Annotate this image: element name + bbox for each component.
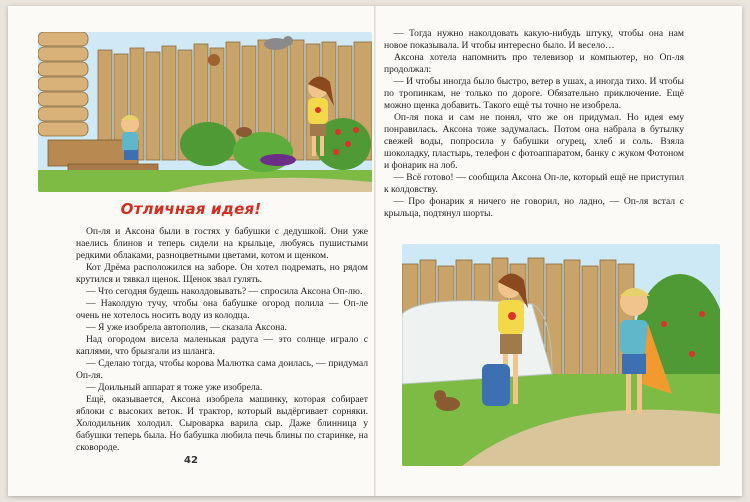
paragraph: — Наколдую тучу, чтобы она бабушке огород полила — Оп-ле очень не хотелось носить воду из колодца.	[76, 298, 368, 321]
garden-illustration	[38, 32, 372, 192]
greenhouse-illustration	[402, 244, 720, 466]
paragraph: Ещё, оказывается, Аксона изобрела машинку, которая собирает яблоки с высоких веток. И трактор, который выдёргивает сорняки. Холодильник холодил. Сыроварка варила сыр. Даже блинница у бабушки теперь была. Но бабушка любила печь блины по старинке, на сковороде.	[76, 394, 368, 453]
paragraph: Оп-ля пока и сам не понял, что же он придумал. Но идея ему понравилась. Аксона тоже задумалась. Потом она набрала в бутылку свежей воды, попросила у бабушки огурец, хлеб и соль. Взяла шоколадку, пластырь, телефон с фотоаппаратом, банку с жуком Фотоном и фонарик на лоб.	[384, 112, 684, 171]
paragraph: — Всё готово! — сообщила Аксона Оп-ле, который ещё не приступил к колдовству.	[384, 172, 684, 195]
paragraph: Кот Дрёма расположился на заборе. Он хотел подремать, но рядом крутился и тявкал щенок. Щенок звал гулять.	[76, 262, 368, 285]
right-page	[376, 6, 742, 496]
paragraph: — Доильный аппарат я тоже уже изобрела.	[86, 382, 263, 393]
paragraph: — Я уже изобрела автополив, — сказала Аксона.	[86, 322, 287, 333]
chapter-title: Отличная идея!	[120, 200, 262, 218]
paragraph: — Что сегодня будешь наколдовывать? — спросила Аксона Оп-лю.	[86, 286, 363, 297]
paragraph: Над огородом висела маленькая радуга — это солнце играло с каплями, что брызгали из шланга.	[76, 334, 368, 357]
page-number: 42	[184, 455, 198, 466]
left-page-text	[76, 226, 368, 454]
paragraph: Оп-ля и Аксона были в гостях у бабушки с дедушкой. Они уже наелись блинов и теперь сидели на крыльце, любуясь пушистыми редкими облаками, разноцветными цветами, котом и щенком.	[76, 226, 368, 261]
left-page	[8, 6, 374, 496]
paragraph: — Тогда нужно наколдовать какую-нибудь штуку, чтобы она нам новое показывала. И чтобы интересно было. И весело…	[384, 28, 684, 51]
right-page-text	[384, 28, 684, 220]
book-spread	[8, 6, 742, 496]
paragraph: — Сделаю тогда, чтобы корова Малютка сама доилась, — придумал Оп-ля.	[76, 358, 368, 381]
paragraph: — Про фонарик я ничего не говорил, но ладно, — Оп-ля встал с крыльца, подтянул шорты.	[384, 196, 684, 219]
paragraph: Аксона хотела напомнить про телевизор и компьютер, но Оп-ля продолжал:	[384, 52, 684, 75]
paragraph: — И чтобы иногда было быстро, ветер в ушах, а иногда тихо. И чтобы по тропинкам, не только по дороге. Обязательно приключение. Ещё можно щенка добавить. Такого ещё ты точно не изобрела.	[384, 76, 684, 111]
